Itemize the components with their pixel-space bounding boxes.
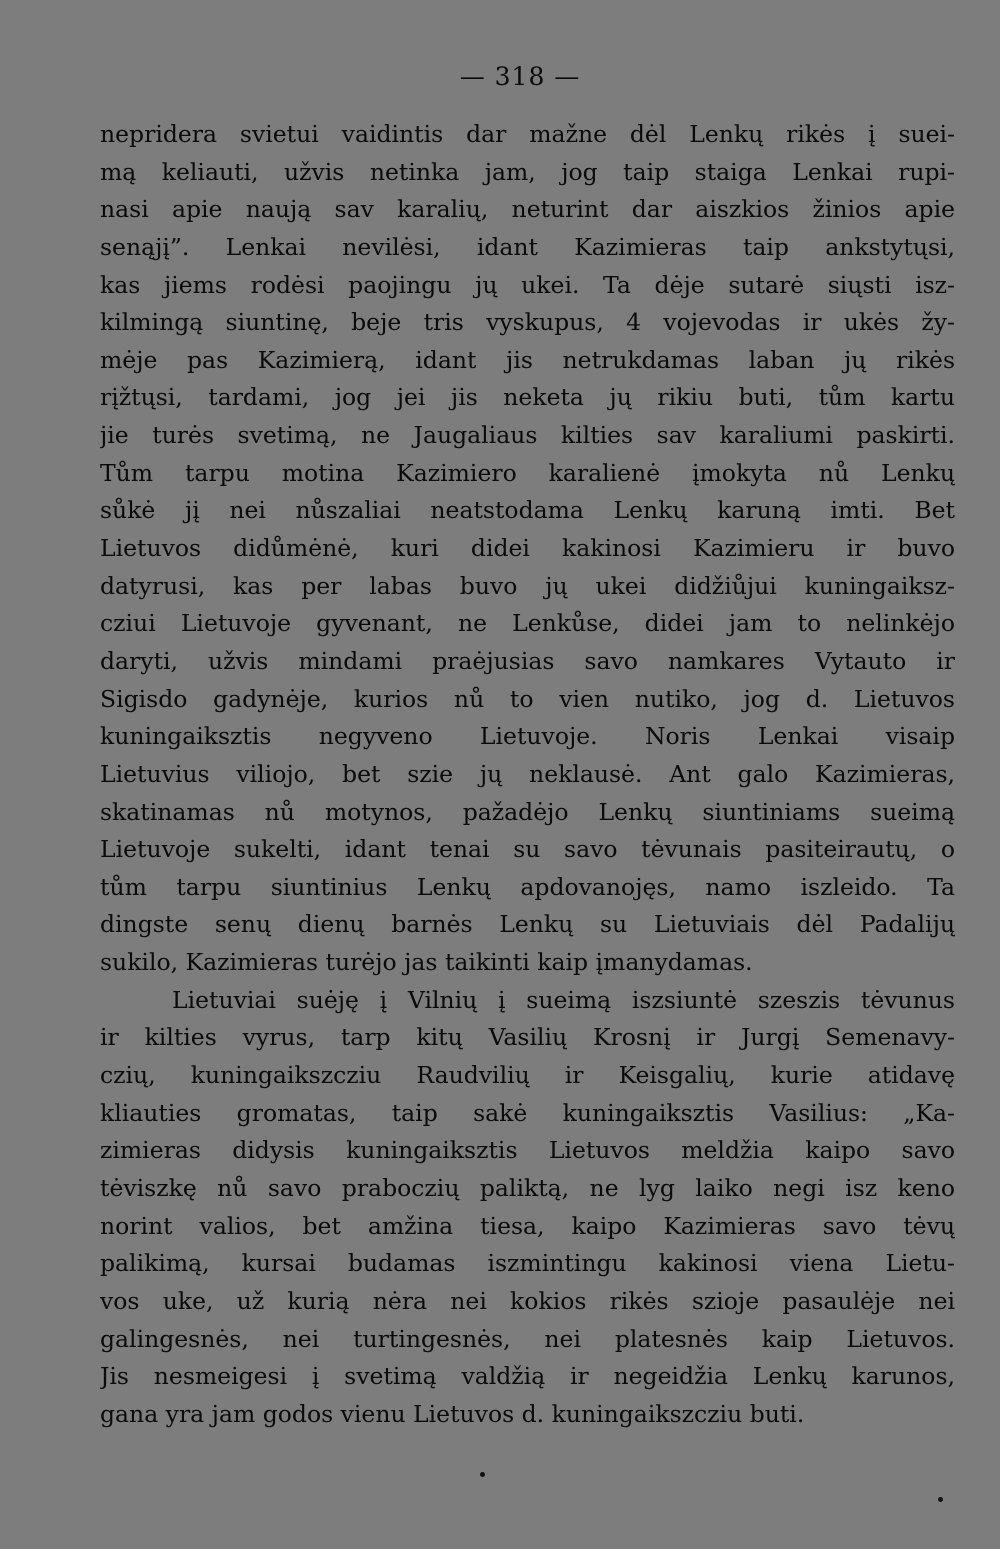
text-line: galingesnės, nei turtingesnės, nei platesnės kaip Lietuvos. — [100, 1324, 955, 1353]
text-line: mėje pas Kazimierą, idant jis netrukdamas laban jų rikės — [100, 345, 955, 374]
text-line: sukilo, Kazimieras turėjo jas taikinti kaip įmanydamas. — [100, 948, 753, 977]
text-line: mą keliauti, užvis netinka jam, jog taip staiga Lenkai rupi- — [100, 157, 955, 186]
text-line: daryti, užvis mindami praėjusias savo namkares Vytauto ir — [100, 646, 955, 675]
text-line: zimieras didysis kuningaiksztis Lietuvos meldžia kaipo savo — [100, 1136, 955, 1165]
text-line: kliauties gromatas, taip sakė kuningaiksztis Vasilius: „Ka- — [100, 1098, 955, 1127]
text-line: norint valios, bet amžina tiesa, kaipo Kazimieras savo tėvų — [100, 1211, 955, 1240]
text-line: Lietuvos didůmėnė, kuri didei kakinosi Kazimieru ir buvo — [100, 534, 955, 563]
text-line: palikimą, kursai budamas iszmintingu kakinosi viena Lietu- — [100, 1249, 955, 1278]
text-line: ir kilties vyrus, tarp kitų Vasilių Krosnį ir Jurgį Semenavy- — [100, 1023, 955, 1052]
text-line: rįžtųsi, tardami, jog jei jis neketa jų rikiu buti, tům kartu — [100, 383, 955, 412]
text-line: sůkė jį nei nůszaliai neatstodama Lenkų karuną imti. Bet — [100, 496, 955, 525]
text-line: kilmingą siuntinę, beje tris vyskupus, 4 vojevodas ir ukės žy- — [100, 308, 955, 337]
text-line: skatinamas nů motynos, pažadėjo Lenkų siuntiniams sueimą — [100, 797, 955, 826]
print-speck — [938, 1497, 943, 1502]
paragraph-1 — [100, 116, 955, 982]
text-line: jie turės svetimą, ne Jaugaliaus kilties sav karaliumi paskirti. — [100, 421, 955, 450]
text-line: tům tarpu siuntinius Lenkų apdovanojęs, namo iszleido. Ta — [100, 872, 955, 901]
text-line: czių, kuningaikszcziu Raudvilių ir Keisgalių, kurie atidavę — [100, 1061, 955, 1090]
paragraph-2 — [100, 982, 955, 1434]
text-line: gana yra jam godos vienu Lietuvos d. kuningaikszcziu buti. — [100, 1399, 805, 1428]
print-speck — [480, 1472, 485, 1477]
text-line: datyrusi, kas per labas buvo jų ukei didžiůjui kuningaiksz- — [100, 571, 955, 600]
text-line: Tům tarpu motina Kazimiero karalienė įmokyta nů Lenkų — [100, 458, 955, 487]
text-line: Lietuvius viliojo, bet szie jų neklausė. Ant galo Kazimieras, — [100, 759, 955, 788]
text-line: dingste senų dienų barnės Lenkų su Lietuviais dėl Padalijų — [100, 910, 955, 939]
text-line: cziui Lietuvoje gyvenant, ne Lenkůse, didei jam to nelinkėjo — [100, 609, 955, 638]
text-line: Lietuvoje sukelti, idant tenai su savo tėvunais pasiteirautų, o — [100, 835, 955, 864]
body-text — [100, 116, 955, 1433]
text-line: Sigisdo gadynėje, kurios nů to vien nutiko, jog d. Lietuvos — [100, 684, 955, 713]
page-number: — 318 — — [459, 62, 581, 91]
text-line: vos uke, už kurią nėra nei kokios rikės szioje pasaulėje nei — [100, 1286, 955, 1315]
text-line: kas jiems rodėsi paojingu jų ukei. Ta dėje sutarė siųsti isz- — [100, 270, 955, 299]
text-line: tėviszkę nů savo praboczių paliktą, ne lyg laiko negi isz keno — [100, 1173, 955, 1202]
text-line: Lietuviai suėję į Vilnių į sueimą iszsiuntė szeszis tėvunus — [172, 985, 955, 1014]
text-line: nepridera svietui vaidintis dar mažne dėl Lenkų rikės į suei- — [100, 120, 955, 148]
text-line: senąjį”. Lenkai nevilėsi, idant Kazimieras taip ankstytųsi, — [100, 232, 955, 261]
text-line: Jis nesmeigesi į svetimą valdžią ir negeidžia Lenkų karunos, — [100, 1362, 955, 1391]
text-line: nasi apie naują sav karalių, neturint dar aiszkios žinios apie — [100, 195, 955, 224]
text-line: kuningaiksztis negyveno Lietuvoje. Noris Lenkai visaip — [100, 722, 955, 751]
